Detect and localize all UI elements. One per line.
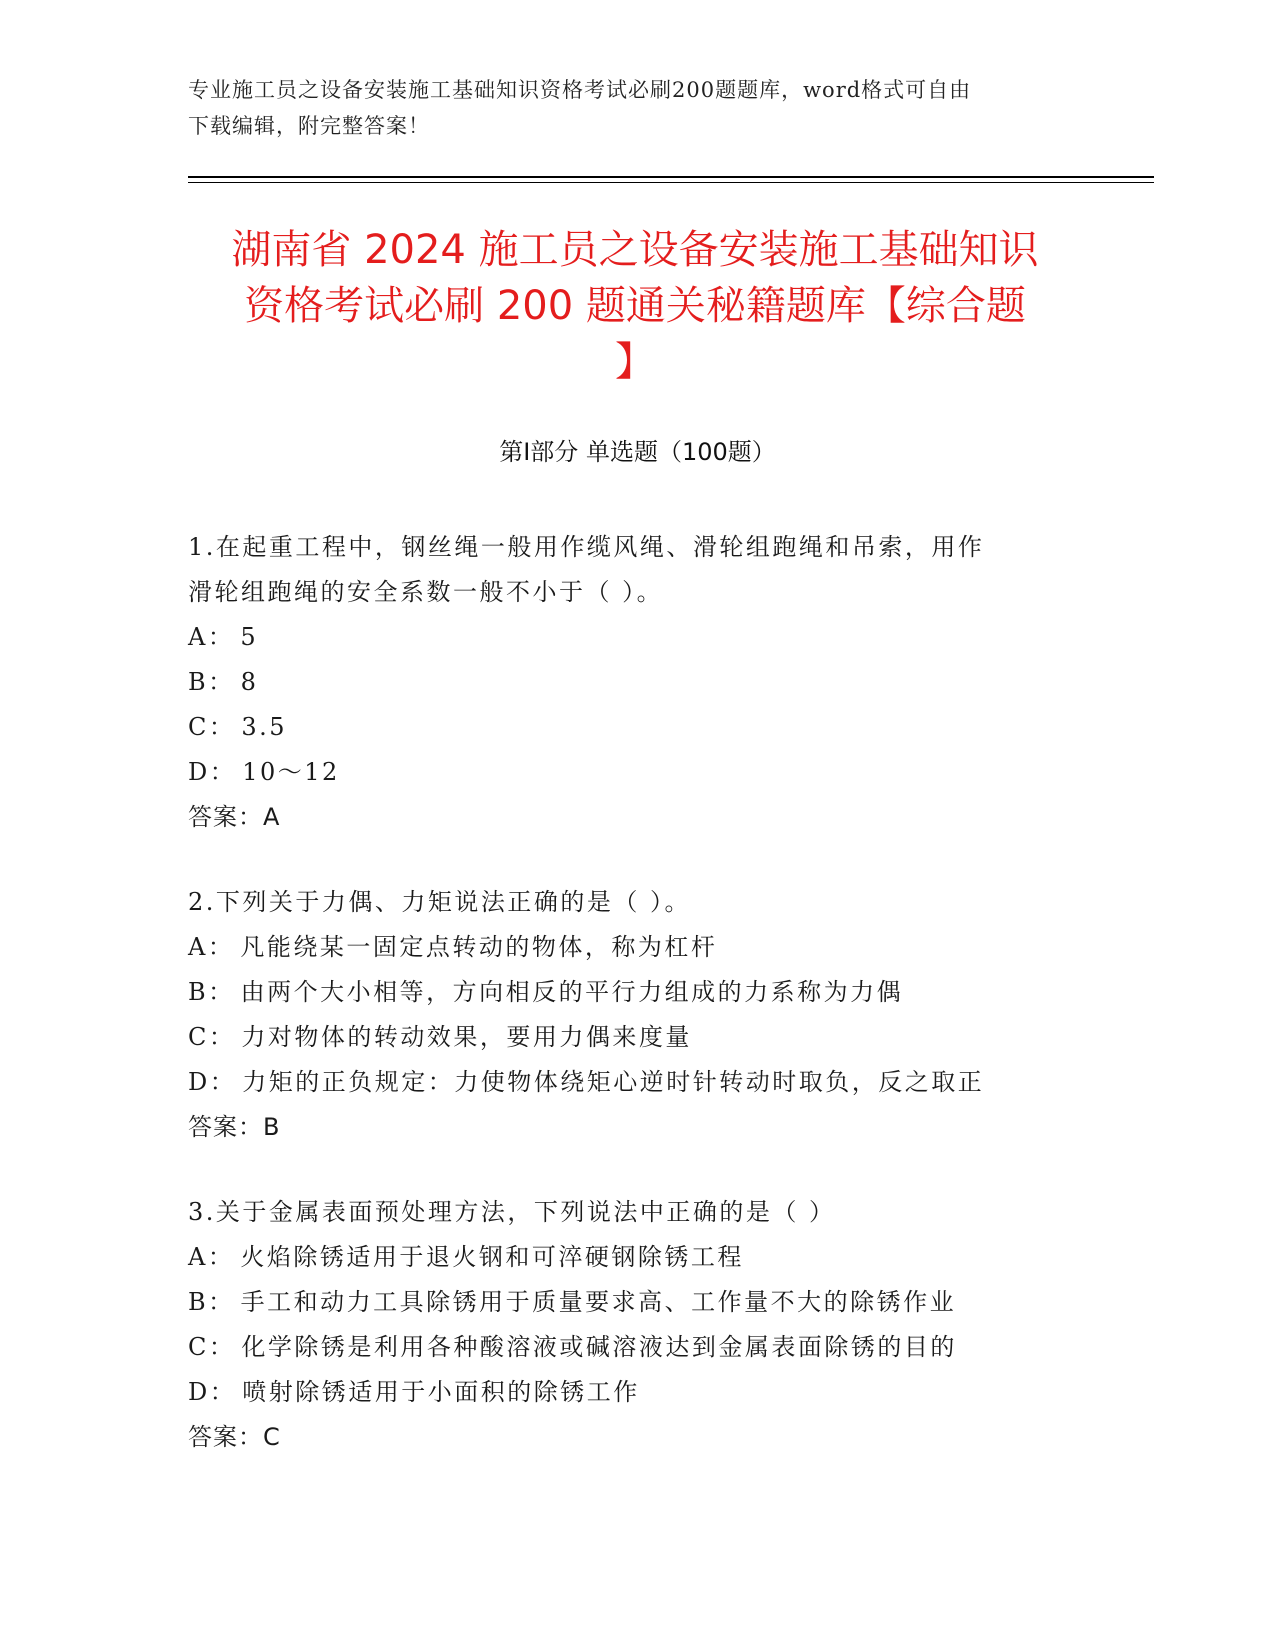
option-text: 力对物体的转动效果，要用力偶来度量 [241,1023,692,1051]
option-key: B： [188,668,235,696]
question-stem: 3.关于金属表面预处理方法，下列说法中正确的是（ ） [188,1198,836,1226]
answer: 答案：C [188,1423,281,1451]
option-key: C： [188,1333,236,1361]
question-stem: 1.在起重工程中，钢丝绳一般用作缆风绳、滑轮组跑绳和吊索，用作 [188,533,985,561]
question-stem-continued: 滑轮组跑绳的安全系数一般不小于（ ）。 [188,578,664,606]
option-key: B： [188,978,235,1006]
option-key: D： [188,1068,237,1096]
option-b [188,660,1088,705]
answer: 答案：B [188,1113,281,1141]
option-key: A： [188,933,235,961]
option-d [188,1060,1088,1105]
option-key: C： [188,1023,236,1051]
header-note-line-1: 专业施工员之设备安装施工基础知识资格考试必刷200题题库，word格式可自由 [188,78,972,102]
title-line-1: 湖南省 2024 施工员之设备安装施工基础知识 [231,227,1039,273]
title-line-2: 资格考试必刷 200 题通关秘籍题库【综合题 [244,283,1026,329]
option-key: B： [188,1288,235,1316]
option-a [188,615,1088,660]
option-text: 10～12 [242,758,340,786]
option-c [188,705,1088,750]
option-key: D： [188,1378,237,1406]
option-b [188,970,1088,1015]
option-text: 喷射除锈适用于小面积的除锈工作 [242,1378,640,1406]
option-key: C： [188,713,236,741]
option-a [188,925,1088,970]
option-text: 3.5 [241,713,288,741]
option-text: 手工和动力工具除锈用于质量要求高、工作量不大的除锈作业 [240,1288,957,1316]
option-b [188,1280,1088,1325]
title-line-3: 】 [615,339,655,385]
question-2 [188,880,1088,1150]
option-key: A： [188,1243,235,1271]
option-c [188,1325,1088,1370]
header-note [188,72,1088,144]
option-c [188,1015,1088,1060]
question-list [188,525,1088,1500]
answer: 答案：A [188,803,281,831]
header-note-line-2: 下载编辑，附完整答案！ [188,114,430,138]
question-1 [188,525,1088,840]
option-text: 由两个大小相等，方向相反的平行力组成的力系称为力偶 [240,978,904,1006]
header-divider-thin [188,182,1154,183]
document-title [130,222,1140,390]
option-text: 5 [240,623,259,651]
option-key: D： [188,758,237,786]
option-text: 8 [240,668,259,696]
section-heading: 第Ⅰ部分 单选题（100题） [499,438,776,466]
option-key: A： [188,623,235,651]
option-text: 化学除锈是利用各种酸溶液或碱溶液达到金属表面除锈的目的 [241,1333,957,1361]
question-3 [188,1190,1088,1460]
option-text: 力矩的正负规定：力使物体绕矩心逆时针转动时取负，反之取正 [242,1068,985,1096]
option-text: 凡能绕某一固定点转动的物体，称为杠杆 [240,933,718,961]
option-d [188,750,1088,795]
question-stem: 2.下列关于力偶、力矩说法正确的是（ ）。 [188,888,692,916]
option-a [188,1235,1088,1280]
header-divider-thick [188,176,1154,178]
option-text: 火焰除锈适用于退火钢和可淬硬钢除锈工程 [240,1243,744,1271]
option-d [188,1370,1088,1415]
